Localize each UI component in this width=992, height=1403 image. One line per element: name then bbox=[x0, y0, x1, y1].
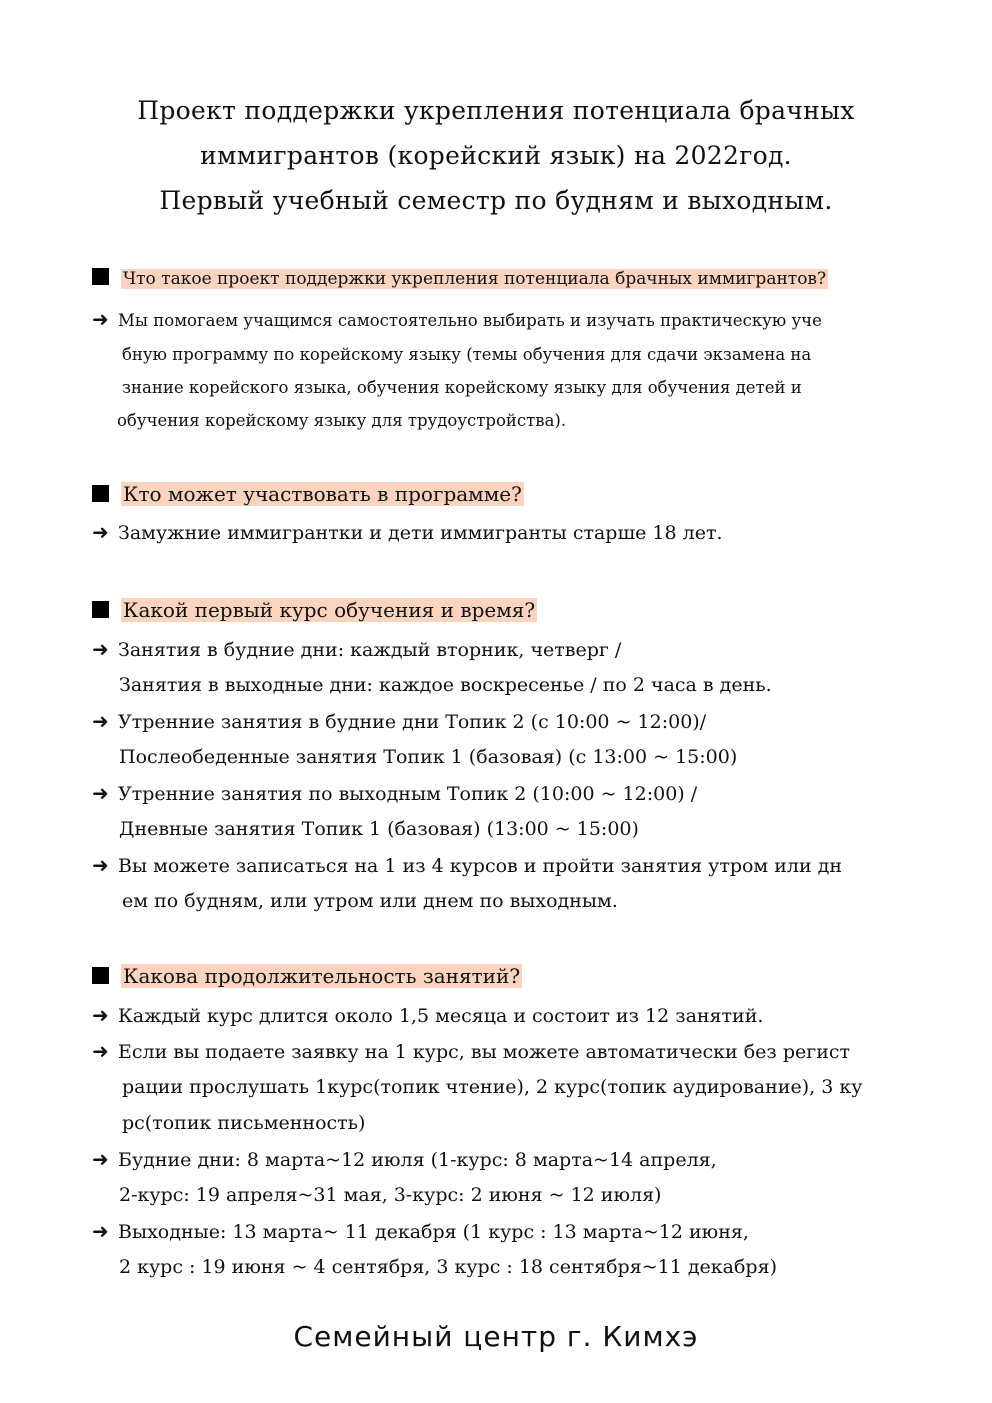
section1-line-3: знание корейского языка, обучения корейскому языку для обучения детей и bbox=[122, 378, 802, 397]
heading-text: Какова продолжительность занятий? bbox=[123, 964, 521, 988]
right-arrow-icon: ➜ bbox=[92, 709, 109, 733]
section4-line-3: рации прослушать 1курс(топик чтение), 2 курс(топик аудирование), 3 ку bbox=[122, 1076, 863, 1098]
section1-line-4: обучения корейскому языку для трудоустройства). bbox=[117, 411, 567, 430]
heading-text: Что такое проект поддержки укрепления потенциала брачных иммигрантов? bbox=[123, 269, 827, 289]
section4-line-4: рс(топик письменность) bbox=[122, 1112, 366, 1134]
footer-organization-name: Семейный центр г. Кимхэ bbox=[293, 1320, 699, 1353]
section4-line-1: ➜ Каждый курс длится около 1,5 месяца и состоит из 12 занятий. bbox=[92, 1003, 764, 1027]
section4-line-5: ➜ Будние дни: 8 марта~12 июля (1-курс: 8 марта~14 апреля, bbox=[92, 1147, 717, 1171]
section-heading-what-is-project bbox=[92, 266, 828, 292]
section4-line-8: 2 курс : 19 июня ~ 4 сентября, 3 курс : 18 сентября~11 декабря) bbox=[119, 1256, 777, 1278]
section3-line-3: ➜ Утренние занятия в будние дни Топик 2 (с 10:00 ~ 12:00)/ bbox=[92, 709, 707, 733]
section1-line-1: ➜ Мы помогаем учащимся самостоятельно выбирать и изучать практическую уче bbox=[92, 307, 822, 331]
title-line-3: Первый учебный семестр по будням и выходным. bbox=[159, 186, 833, 215]
section-heading-who-can-participate bbox=[92, 481, 524, 507]
section2-line-1: ➜ Замужние иммигрантки и дети иммигранты старше 18 лет. bbox=[92, 520, 723, 544]
section3-line-6: Дневные занятия Топик 1 (базовая) (13:00 ~ 15:00) bbox=[119, 818, 639, 840]
right-arrow-icon: ➜ bbox=[92, 853, 109, 877]
title-line-1: Проект поддержки укрепления потенциала брачных bbox=[137, 96, 855, 125]
section4-line-7: ➜ Выходные: 13 марта~ 11 декабря (1 курс : 13 марта~12 июня, bbox=[92, 1219, 749, 1243]
heading-text: Кто может участвовать в программе? bbox=[123, 482, 522, 506]
right-arrow-icon: ➜ bbox=[92, 781, 109, 805]
right-arrow-icon: ➜ bbox=[92, 637, 109, 661]
section4-line-2: ➜ Если вы подаете заявку на 1 курс, вы можете автоматически без регист bbox=[92, 1039, 851, 1063]
section3-line-4: Послеобеденные занятия Топик 1 (базовая) (с 13:00 ~ 15:00) bbox=[119, 746, 738, 768]
right-arrow-icon: ➜ bbox=[92, 1003, 109, 1027]
black-square-icon bbox=[92, 967, 109, 984]
section1-line-2: бную программу по корейскому языку (темы обучения для сдачи экзамена на bbox=[122, 345, 812, 364]
section3-line-7: ➜ Вы можете записаться на 1 из 4 курсов и пройти занятия утром или дн bbox=[92, 853, 843, 877]
right-arrow-icon: ➜ bbox=[92, 1219, 109, 1243]
right-arrow-icon: ➜ bbox=[92, 1147, 109, 1171]
black-square-icon bbox=[92, 268, 109, 285]
section3-line-2: Занятия в выходные дни: каждое воскресенье / по 2 часа в день. bbox=[119, 674, 772, 696]
section-heading-duration bbox=[92, 963, 522, 989]
title-line-2: иммигрантов (корейский язык) на 2022год. bbox=[200, 141, 792, 170]
heading-text: Какой первый курс обучения и время? bbox=[123, 598, 536, 622]
right-arrow-icon: ➜ bbox=[92, 307, 109, 331]
section-heading-first-course bbox=[92, 597, 537, 623]
section3-line-5: ➜ Утренние занятия по выходным Топик 2 (10:00 ~ 12:00) / bbox=[92, 781, 698, 805]
right-arrow-icon: ➜ bbox=[92, 1039, 109, 1063]
document-title bbox=[0, 88, 992, 223]
section3-line-8: ем по будням, или утром или днем по выходным. bbox=[122, 890, 618, 912]
black-square-icon bbox=[92, 601, 109, 618]
section3-line-1: ➜ Занятия в будние дни: каждый вторник, четверг / bbox=[92, 637, 622, 661]
right-arrow-icon: ➜ bbox=[92, 520, 109, 544]
black-square-icon bbox=[92, 485, 109, 502]
section4-line-6: 2-курс: 19 апреля~31 мая, 3-курс: 2 июня ~ 12 июля) bbox=[119, 1184, 662, 1206]
